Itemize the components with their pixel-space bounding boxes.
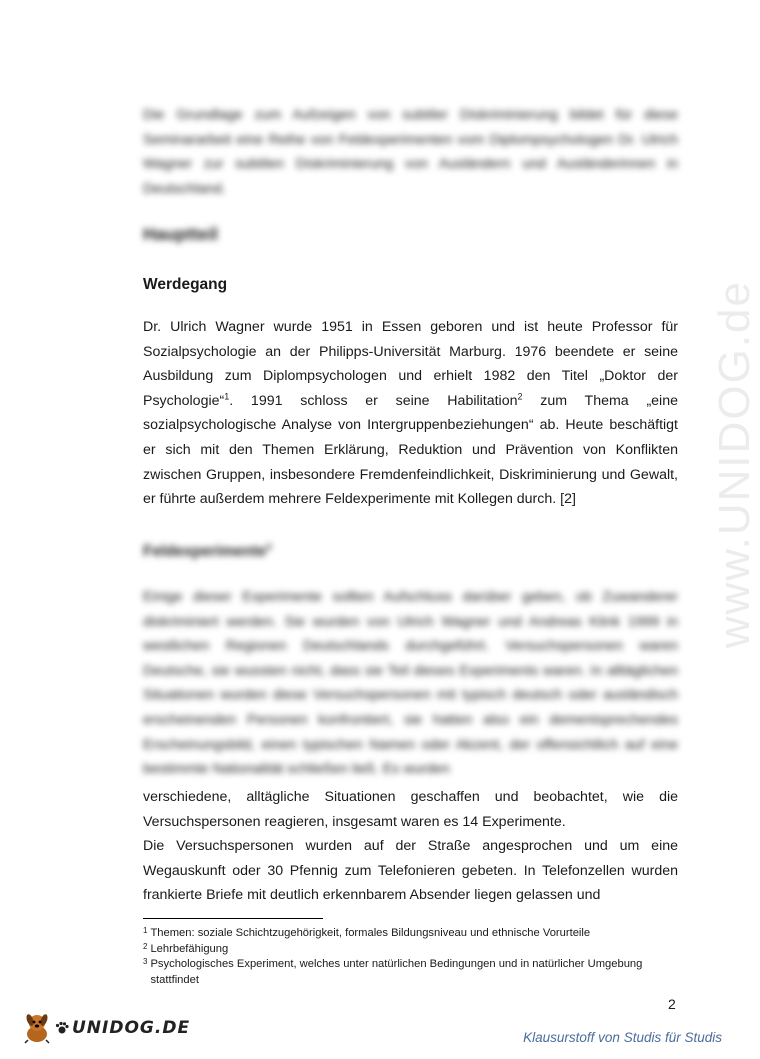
paw-icon [54, 1020, 70, 1036]
footnote-2 [143, 942, 683, 958]
footnote-text: Lehrbefähigung [150, 942, 229, 955]
footnote-3 [143, 957, 683, 988]
heading-feldexperimente [143, 543, 271, 561]
page-number: 2 [668, 996, 676, 1012]
footnote-ref-1: 1 [224, 391, 230, 402]
slogan: Klausurstoff von Studis für Studis [523, 1030, 722, 1045]
footnote-number: 3 [143, 957, 148, 967]
footnote-number: 1 [143, 926, 148, 935]
feldexperimente-line-2: Versuchspersonen reagieren, insgesamt waren es 14 Experimente. [143, 813, 566, 830]
footnote-text: Psychologisches Experiment, welches unter natürlichen Bedingungen und in natürlicher Umgebung stattfindet [150, 958, 643, 986]
feldexperimente-line-1: verschiedene, alltägliche Situationen geschaffen und beobachtet, wie die [143, 789, 678, 805]
dog-mascot-icon [22, 1012, 52, 1044]
unidog-logo [22, 1012, 190, 1044]
feldexperimente-heading-text: Feldexperimente [143, 543, 267, 560]
heading-hauptteil: Hauptteil [143, 224, 218, 244]
heading-werdegang: Werdegang [143, 276, 228, 293]
footnote-1 [143, 926, 683, 942]
feldexperimente-paragraph-2: Die Versuchspersonen wurden auf der Straße angesprochen und um eine Wegauskunft oder 30 Pfennig zum Telefonieren gebeten. In Telefonzellen wurden frankierte Briefe mit deutlich erkennbarem Absender liegen gelassen und [143, 838, 678, 904]
footnote-text: Themen: soziale Schichtzugehörigkeit, formales Bildungsniveau und ethnische Vorurteile [150, 927, 591, 939]
feldexperimente-paragraph [143, 785, 678, 908]
watermark: www.UNIDOG.de [710, 280, 759, 649]
werdegang-paragraph [143, 315, 678, 512]
footnote-separator [143, 918, 323, 919]
werdegang-text-3: zum Thema „eine sozialpsychologische Analyse von Intergruppenbeziehungen“ ab. Heute beschäftigt er sich mit den Themen Erklärung, Reduktion und Prävention von Konflikten zwischen Gruppen, insbesondere Fremdenfeindlichkeit, Diskriminierung und Gewalt, er führte außerdem mehrere Feldexperimente mit Kollegen durch. [2] [143, 392, 678, 508]
logo-text: UNIDOG.DE [72, 1018, 191, 1038]
footnote-ref-3: 3 [266, 541, 272, 552]
footnotes [143, 926, 683, 988]
feldexperimente-blurred-text: Einige dieser Experimente sollten Aufschluss darüber geben, ob Zuwanderer diskriminiert werden. Sie wurden von Ulrich Wagner und Andreas Klink 1999 in westlichen Regionen Deutschlands durchgeführt. Versuchspersonen waren Deutsche, sie wussten nicht, dass sie Teil dieses Experiments waren. In alltäglichen Situationen wurden diese Versuchspersonen mit typisch deutsch oder ausländisch erscheinenden Personen konfrontiert, sie hatten also ein dementsprechendes Erscheinungsbild, einen typischen Namen oder Akzent, der offensichtlich auf eine bestimmte Nationalität schließen ließ. Es wurden [143, 589, 678, 778]
intro-paragraph: Die Grundlage zum Aufzeigen von subtiler Diskriminierung bildet für diese Seminararbeit eine Reihe von Feldexperimenten vom Diplompsychologen Dr. Ulrich Wagner zur subtilen Diskriminierung von Ausländern und Ausländerinnen in Deutschland. [143, 107, 678, 197]
footnote-ref-2: 2 [517, 391, 523, 402]
footnote-number: 2 [143, 941, 148, 951]
werdegang-text-1: Dr. Ulrich Wagner wurde 1951 in Essen geboren und ist heute Professor für Sozialpsychologie an der Philipps-Universität Marburg. 1976 beendete er seine Ausbildung zum Diplompsychologen und erhielt 1982 den Titel „Doktor der Psychologie“ [143, 319, 678, 409]
werdegang-text-2: . 1991 schloss er seine Habilitation [229, 392, 518, 409]
